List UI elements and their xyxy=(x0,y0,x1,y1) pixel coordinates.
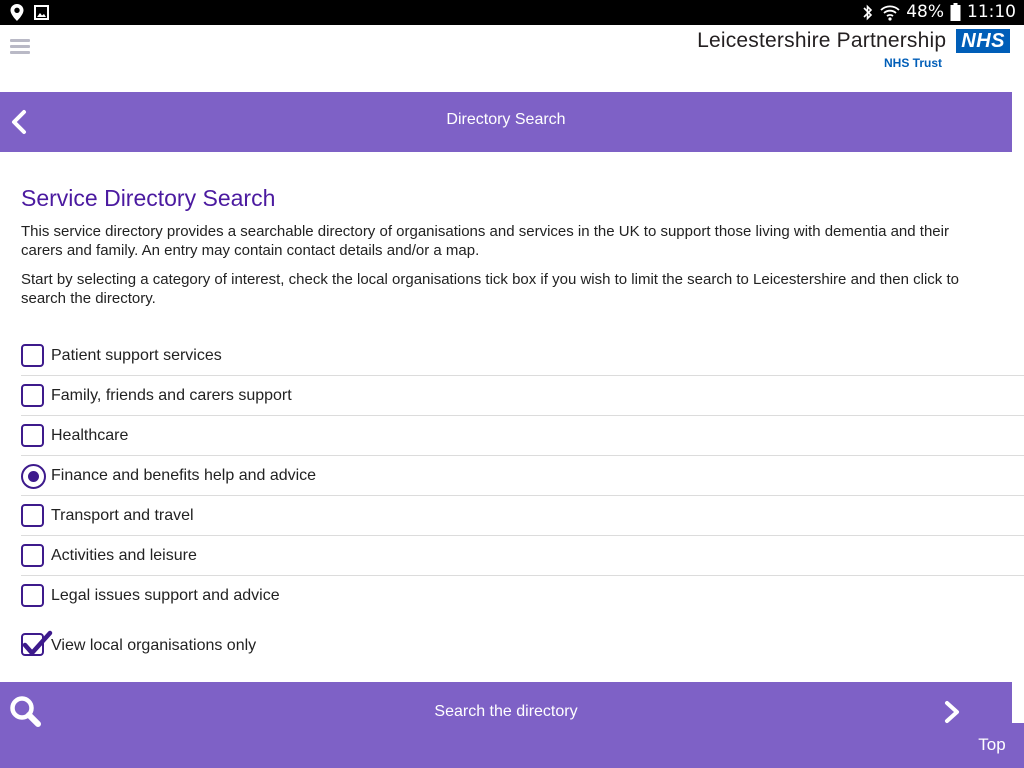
checkbox[interactable] xyxy=(21,584,44,607)
status-bar xyxy=(0,0,1024,25)
brand-logo xyxy=(697,29,1010,70)
top-button[interactable]: Top xyxy=(960,723,1024,768)
instructions-text: Start by selecting a category of interest, check the local organisations tick box if you wish to limit the search to Leicestershire and then click to search the directory. xyxy=(21,271,959,307)
clock: 11:10 xyxy=(967,2,1016,22)
checkbox[interactable] xyxy=(21,504,44,527)
search-directory-button[interactable] xyxy=(0,682,1012,742)
local-only-checkbox[interactable] xyxy=(21,633,44,656)
category-label: Legal issues support and advice xyxy=(51,587,280,604)
bluetooth-icon xyxy=(862,4,874,21)
app-header xyxy=(0,25,1024,92)
bottom-strip xyxy=(0,742,1024,768)
category-option-healthcare[interactable] xyxy=(21,416,1024,456)
chevron-right-icon xyxy=(942,700,962,724)
checkmark-icon xyxy=(22,629,54,659)
checkbox[interactable] xyxy=(21,344,44,367)
local-only-toggle[interactable] xyxy=(21,628,1024,664)
radio-selected[interactable] xyxy=(21,464,46,489)
category-label: Patient support services xyxy=(51,347,222,364)
menu-icon[interactable] xyxy=(10,39,30,55)
category-label: Activities and leisure xyxy=(51,547,197,564)
category-label: Finance and benefits help and advice xyxy=(51,467,317,484)
category-option-family-carers[interactable] xyxy=(21,376,1024,416)
title-bar xyxy=(0,92,1012,152)
page-header-title: Directory Search xyxy=(446,111,566,128)
location-icon xyxy=(10,4,24,21)
category-label: Family, friends and carers support xyxy=(51,387,292,404)
category-option-activities[interactable] xyxy=(21,536,1024,576)
image-icon xyxy=(34,5,49,20)
category-option-legal[interactable] xyxy=(21,576,1024,616)
nhs-logo: NHS xyxy=(956,29,1010,53)
page-title: Service Directory Search xyxy=(21,185,276,211)
brand-subtitle: NHS Trust xyxy=(883,56,942,70)
checkbox[interactable] xyxy=(21,384,44,407)
wifi-icon xyxy=(880,4,900,21)
category-option-transport[interactable] xyxy=(21,496,1024,536)
local-only-label: View local organisations only xyxy=(51,637,257,654)
brand-name: Leicestershire Partnership xyxy=(697,29,947,52)
category-option-patient-support[interactable] xyxy=(21,336,1024,376)
battery-icon xyxy=(950,3,961,21)
category-label: Healthcare xyxy=(51,427,129,444)
intro-text: This service directory provides a searchable directory of organisations and services in the UK to support those living with dementia and their carers and family. An entry may contain contact details and/or a map. xyxy=(21,223,949,259)
main-content xyxy=(21,152,1024,664)
checkbox[interactable] xyxy=(21,424,44,447)
search-directory-label: Search the directory xyxy=(434,703,578,720)
category-option-finance-benefits[interactable] xyxy=(21,456,1024,496)
checkbox[interactable] xyxy=(21,544,44,567)
category-list xyxy=(21,336,1024,616)
category-label: Transport and travel xyxy=(51,507,194,524)
battery-percent: 48% xyxy=(906,2,944,22)
